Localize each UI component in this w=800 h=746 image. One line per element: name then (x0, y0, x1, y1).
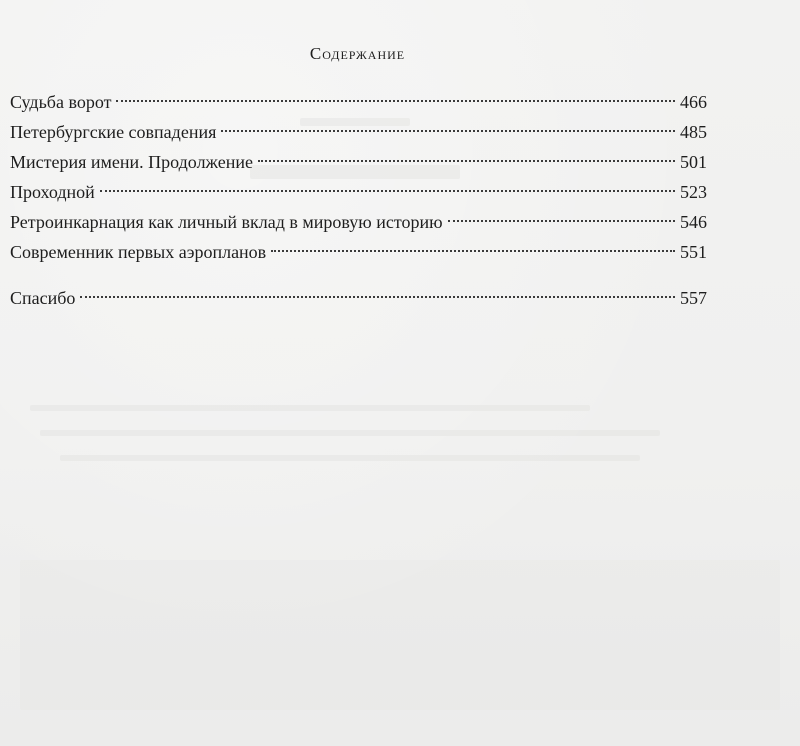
toc-entry[interactable] (10, 117, 707, 147)
toc-entry-page: 485 (680, 122, 707, 142)
page-title: Содержание (309, 44, 406, 63)
table-of-contents (10, 87, 707, 313)
toc-entry-page: 557 (680, 288, 707, 308)
bleed-through-mark (30, 405, 590, 411)
toc-entry-page: 546 (680, 212, 707, 232)
dot-leader (448, 220, 675, 222)
toc-entry[interactable] (10, 283, 707, 313)
toc-entry-title: Ретроинкарнация как личный вклад в мировую историю (10, 212, 443, 232)
dot-leader (258, 160, 675, 162)
dot-leader (100, 190, 675, 192)
toc-entry[interactable] (10, 177, 707, 207)
toc-entry-title: Проходной (10, 182, 95, 202)
toc-entry-title: Судьба ворот (10, 92, 112, 112)
bleed-through-mark (20, 560, 780, 710)
toc-entry[interactable] (10, 237, 707, 267)
toc-entry-title: Петербургские совпадения (10, 122, 217, 142)
toc-entry[interactable] (10, 87, 707, 117)
toc-entry[interactable] (10, 147, 707, 177)
bleed-through-mark (60, 455, 640, 461)
dot-leader (271, 250, 675, 252)
bleed-through-mark (40, 430, 660, 436)
toc-entry[interactable] (10, 207, 707, 237)
toc-entry-title: Мистерия имени. Продолжение (10, 152, 253, 172)
dot-leader (221, 130, 675, 132)
dot-leader (116, 100, 675, 102)
toc-entry-page: 523 (680, 182, 707, 202)
toc-entry-title: Современник первых аэропланов (10, 242, 267, 262)
dot-leader (80, 296, 675, 298)
toc-entry-title: Спасибо (10, 288, 76, 308)
toc-entry-page: 501 (680, 152, 707, 172)
toc-entry-page: 466 (680, 92, 707, 112)
toc-entry-page: 551 (680, 242, 707, 262)
